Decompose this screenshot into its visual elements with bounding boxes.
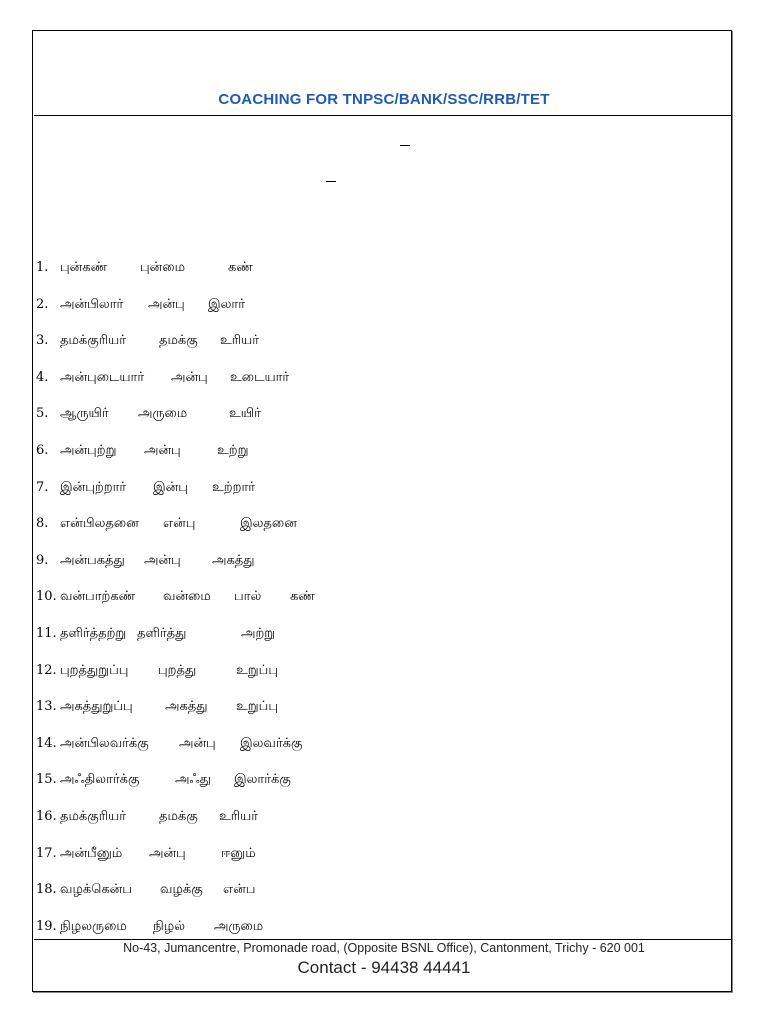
split-part-1: இன்பு bbox=[153, 479, 188, 495]
item-number: 6. bbox=[36, 443, 49, 458]
split-part-2: கண் bbox=[228, 260, 253, 275]
compound-word: புன்கண் bbox=[60, 260, 108, 275]
compound-word: இன்புற்றார் bbox=[60, 479, 127, 495]
list-item bbox=[36, 370, 536, 390]
item-number: 11. bbox=[36, 626, 57, 641]
split-part-2: இலார்க்கு bbox=[234, 772, 291, 788]
split-part-2: உரியர் bbox=[220, 333, 260, 349]
list-item bbox=[36, 736, 536, 756]
split-part-2: இலவர்க்கு bbox=[240, 735, 303, 751]
item-number: 12. bbox=[36, 662, 57, 678]
split-part-2: இலார் bbox=[208, 296, 246, 312]
item-number: 4. bbox=[36, 369, 49, 385]
list-item bbox=[36, 919, 536, 939]
list-item bbox=[36, 699, 536, 719]
compound-word: என்பிலதனை bbox=[60, 516, 139, 532]
item-number: 1. bbox=[36, 260, 49, 275]
list-item bbox=[36, 480, 536, 500]
item-number: 9. bbox=[36, 552, 49, 568]
page-title: COACHING FOR TNPSC/BANK/SSC/RRB/TET bbox=[218, 91, 550, 108]
split-part-2: பால் bbox=[234, 589, 262, 605]
split-part-1: அன்பு bbox=[171, 369, 208, 385]
compound-word: அன்பிலார் bbox=[60, 296, 124, 312]
item-number: 5. bbox=[36, 406, 49, 422]
item-number: 19. bbox=[36, 918, 57, 934]
compound-word: வன்பாற்கண் bbox=[60, 589, 136, 605]
dash-mark bbox=[400, 145, 410, 146]
split-part-2: உற்று bbox=[217, 443, 249, 458]
dash-mark bbox=[326, 181, 336, 182]
item-number: 7. bbox=[36, 479, 49, 495]
split-part-1: தமக்கு bbox=[159, 809, 198, 824]
split-part-2: இலதனை bbox=[240, 516, 297, 532]
compound-word: அன்பீனும் bbox=[60, 845, 123, 861]
split-part-1: வழக்கு bbox=[160, 882, 203, 898]
split-part-1: தமக்கு bbox=[159, 333, 198, 349]
split-part-1: நிழல் bbox=[153, 918, 186, 934]
split-part-2: உறுப்பு bbox=[236, 662, 279, 678]
item-number: 18. bbox=[36, 882, 57, 898]
compound-word: அன்பகத்து bbox=[60, 552, 125, 568]
split-part-2: உரியர் bbox=[219, 809, 259, 824]
footer-divider bbox=[34, 939, 732, 940]
item-number: 13. bbox=[36, 699, 57, 715]
split-part-1: அன்பு bbox=[144, 552, 181, 568]
list-item bbox=[36, 809, 536, 829]
list-item bbox=[36, 516, 536, 536]
compound-word: புறத்துறுப்பு bbox=[60, 662, 129, 678]
split-part-1: புன்மை bbox=[140, 260, 186, 275]
item-number: 15. bbox=[36, 772, 57, 788]
split-part-2: அற்று bbox=[241, 626, 276, 641]
list-item bbox=[36, 882, 536, 902]
split-part-1: புறத்து bbox=[158, 662, 197, 678]
split-part-1: வன்மை bbox=[163, 589, 211, 605]
item-number: 8. bbox=[36, 516, 49, 532]
item-number: 10. bbox=[36, 589, 57, 605]
compound-word: தமக்குரியர் bbox=[60, 333, 127, 349]
list-item bbox=[36, 260, 536, 280]
split-part-2: அருமை bbox=[214, 918, 264, 934]
footer-contact: Contact - 94438 44441 bbox=[297, 958, 471, 977]
list-item bbox=[36, 553, 536, 573]
compound-word: அன்புற்று bbox=[60, 443, 117, 458]
split-part-3: கண் bbox=[290, 589, 315, 605]
split-part-2: என்ப bbox=[223, 882, 256, 898]
compound-word: அன்புடையார் bbox=[60, 369, 145, 385]
split-part-1: அன்பு bbox=[144, 443, 181, 458]
footer-address: No-43, Jumancentre, Promonade road, (Opposite BSNL Office), Cantonment, Trichy - 620 001 bbox=[123, 941, 645, 955]
compound-word: தளிர்த்தற்று bbox=[60, 626, 127, 641]
compound-word: அஃதிலார்க்கு bbox=[60, 772, 140, 788]
list-item bbox=[36, 406, 536, 426]
list-item bbox=[36, 772, 536, 792]
split-part-1: அன்பு bbox=[179, 735, 216, 751]
list-item bbox=[36, 297, 536, 317]
split-part-1: அன்பு bbox=[149, 845, 186, 861]
compound-word: வழக்கென்ப bbox=[60, 882, 132, 898]
compound-word: தமக்குரியர் bbox=[60, 809, 127, 824]
item-number: 16. bbox=[36, 809, 57, 824]
compound-word: நிழலருமை bbox=[60, 918, 127, 934]
item-number: 2. bbox=[36, 296, 49, 312]
split-part-1: தளிர்த்து bbox=[137, 626, 187, 641]
compound-word: ஆருயிர் bbox=[60, 406, 109, 422]
split-part-1: அஃது bbox=[175, 772, 211, 788]
split-part-1: அன்பு bbox=[148, 296, 185, 312]
list-item bbox=[36, 846, 536, 866]
item-number: 17. bbox=[36, 845, 57, 861]
split-part-2: உறுப்பு bbox=[236, 699, 279, 715]
list-item bbox=[36, 443, 536, 463]
header-divider bbox=[34, 115, 732, 116]
split-part-2: உயிர் bbox=[229, 406, 261, 422]
list-item bbox=[36, 663, 536, 683]
compound-word: அன்பிலவர்க்கு bbox=[60, 735, 149, 751]
list-item bbox=[36, 626, 536, 646]
split-part-2: அகத்து bbox=[212, 552, 255, 568]
item-number: 14. bbox=[36, 735, 57, 751]
split-part-1: என்பு bbox=[163, 516, 196, 532]
split-part-1: அருமை bbox=[138, 406, 188, 422]
list-item bbox=[36, 333, 536, 353]
list-item bbox=[36, 589, 536, 609]
item-number: 3. bbox=[36, 333, 49, 349]
split-part-2: உற்றார் bbox=[212, 479, 256, 495]
split-part-2: ஈனும் bbox=[221, 845, 256, 861]
split-part-2: உடையார் bbox=[230, 369, 290, 385]
split-part-1: அகத்து bbox=[165, 699, 208, 715]
compound-word: அகத்துறுப்பு bbox=[60, 699, 133, 715]
